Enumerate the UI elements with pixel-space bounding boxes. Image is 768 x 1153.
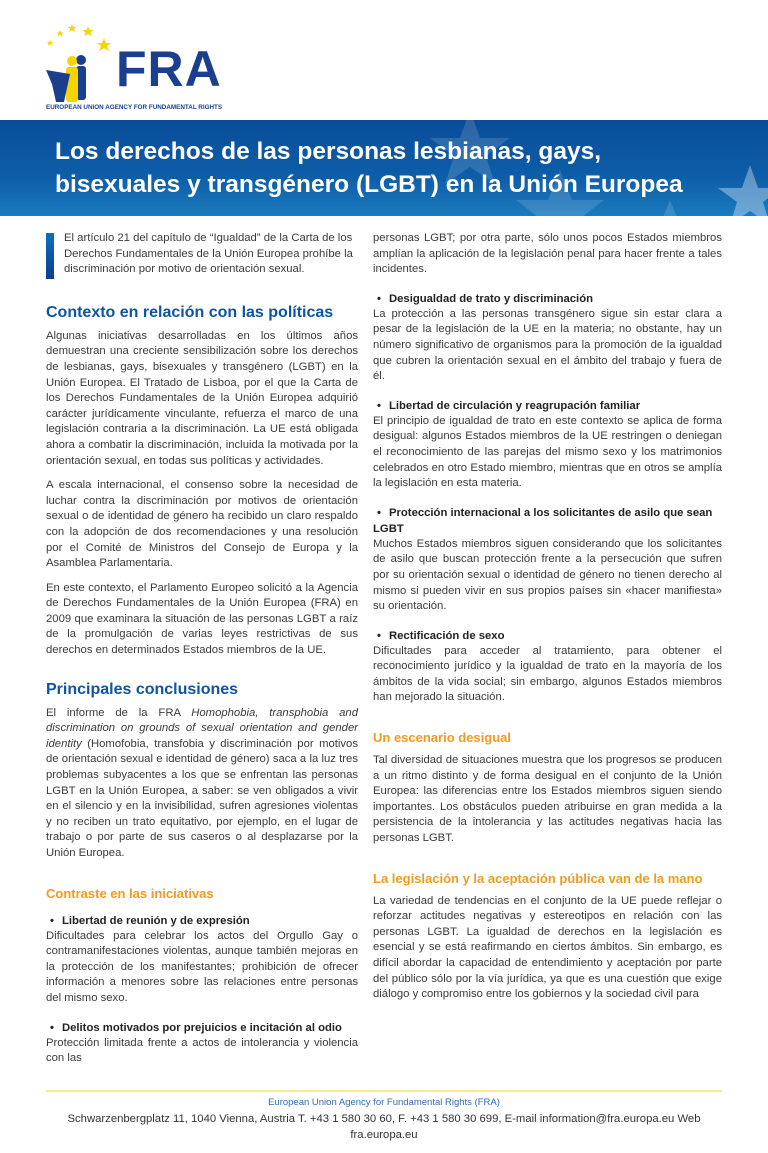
heading-legislacion: La legislación y la aceptación pública van de la mano xyxy=(373,870,703,886)
intro-text: El artículo 21 del capítulo de “Igualdad” de la Carta de los Derechos Fundamentales de la Unión Europea prohíbe la discriminación por motivo de orientación sexual. xyxy=(64,232,353,276)
footer-address: Schwarzenbergplatz 11, 1040 Vienna, Austria T. +43 1 580 30 60, F. +43 1 580 30 699, E-mail information@fra.europa.eu Web fra.europa.eu xyxy=(67,1112,701,1141)
paragraph: Dificultades para celebrar los actos del Orgullo Gay o contramanifestaciones violentas, aunque también mejoras en la protección de los manifestantes; prohibición de ofrecer información a menores sobre las relaciones entre personas del mismo sexo. xyxy=(46,929,358,1004)
footer xyxy=(46,1090,722,1143)
text-run: (Homofobia, transfobia y discriminación por motivos de orientación sexual e identidad de género) saca a la luz tres problemas subyacentes a los que se enfrentan las personas LGBT en la Unión Europea, a saber: se ven obligados a vivir en el silencio y en la invisibilidad, sufren agresiones violentas y no reciben un trato equitativo, por ejemplo, en el lugar de trabajo o por parte de sus caseros o al desplazarse por la Unión Europea. xyxy=(46,737,358,859)
paragraph: personas LGBT; por otra parte, sólo unos pocos Estados miembros amplían la aplicación de la legislación penal para hacer frente a tales incidentes. xyxy=(373,232,722,276)
title-line: bisexuales y transgénero (LGBT) en la Unión Europea xyxy=(55,171,683,198)
page-header xyxy=(0,0,768,120)
paragraph: Tal diversidad de situaciones muestra que los progresos se producen a un ritmo distinto y de forma desigual en el conjunto de la Unión Europea: las diferencias entre los Estados miembros siguen siendo importantes. Los obstáculos pueden atribuirse en gran medida a la persistencia de la intolerancia y las actitudes negativas hacia las personas LGBT. xyxy=(373,754,722,845)
title-banner xyxy=(0,120,768,216)
bullet-heading: • Rectificación de sexo xyxy=(373,628,722,644)
paragraph xyxy=(46,706,358,862)
footer-agency: European Union Agency for Fundamental Rights (FRA) xyxy=(268,1096,500,1108)
text-run: El informe de la FRA xyxy=(46,706,192,719)
bullet-heading: • Desigualdad de trato y discriminación xyxy=(373,291,722,307)
paragraph: Dificultades para acceder al tratamiento, para obtener el reconocimiento jurídico y la igualdad de trato en la mayoría de los ámbitos de la vida social; sin embargo, algunos Estados miembros han mejorado la situación. xyxy=(373,644,722,704)
left-column xyxy=(46,231,358,1076)
paragraph: El principio de igualdad de trato en este contexto se aplica de forma desigual: algunos Estados miembros de la UE restringen o deniegan el reconocimiento de las parejas del mismo sexo y los matrimonios celebrados en otro Estado miembro, mientras que en otros se amplía la legislación en esta materia. xyxy=(373,414,722,490)
page-title xyxy=(55,135,683,201)
callout-bar xyxy=(46,233,54,279)
bullet-heading: • Delitos motivados por prejuicios e incitación al odio xyxy=(46,1020,358,1036)
paragraph: Muchos Estados miembros siguen considerando que los solicitantes de asilo que buscan protección frente a la persecución que sufren por su orientación sexual o identidad de género no tienen derecho al mismo si pueden vivir en sus propios países sin «hacer manifiesta» su orientación. xyxy=(373,537,722,613)
bullet-heading: • Libertad de circulación y reagrupación familiar xyxy=(373,398,722,414)
report-title: Homophobia, transphobia and discrimination on grounds of sexual orientation and gender identity xyxy=(46,706,358,750)
paragraph: A escala internacional, el consenso sobre la necesidad de luchar contra la discriminación por motivos de orientación sexual o de identidad de género ha recibido un claro respaldo con la adopción de dos recomendaciones y una resolución por el Comité de Ministros del Consejo de Europa y la Asamblea Parlamentaria. xyxy=(46,479,358,570)
bullet-heading: • Libertad de reunión y de expresión xyxy=(46,913,358,929)
bullet-heading: • Protección internacional a los solicitantes de asilo que sean LGBT xyxy=(373,505,722,537)
intro-callout xyxy=(46,231,358,287)
paragraph: En este contexto, el Parlamento Europeo solicitó a la Agencia de Derechos Fundamentales de la Unión Europea (FRA) en 2009 que examinara la situación de las personas LGBT a raíz de la promulgación de varias leyes restrictivas de sus derechos en determinados Estados miembros de la UE. xyxy=(46,581,358,657)
paragraph: Algunas iniciativas desarrolladas en los últimos años demuestran una creciente sensibilización sobre los derechos de lesbianas, gays, bisexuales y transgénero (LGBT) en la Unión Europea. El Tratado de Lisboa, por el que la Carta de los Derechos Fundamentales de la Unión Europea adquirió carácter jurídicamente vinculante, refuerza el marco de una legislación contraria a la discriminación. La UE está obligada ahora a combatir la discriminación, incluida la motivada por la orientación sexual, en todas sus políticas y actividades. xyxy=(46,329,358,467)
heading-conclusiones: Principales conclusiones xyxy=(46,680,239,698)
paragraph: La variedad de tendencias en el conjunto de la UE puede reflejar o reforzar actitudes negativas y estereotipos en relación con las personas LGBT. La igualdad de derechos en la legislación es esencial y se está reafirmando en ciertos ámbitos. Sin embargo, es difícil abordar la capacidad de entendimiento y aceptación por parte del público sólo por la vía jurídica, ya que es una cuestión que exige diálogo y compromiso entre los gobiernos y la sociedad civil para xyxy=(373,894,722,1001)
logo-wordmark: FRA xyxy=(116,41,222,97)
heading-contraste: Contraste en las iniciativas xyxy=(46,885,214,901)
paragraph: La protección a las personas transgénero sigue sin estar clara a pesar de la legislación de la UE en la materia; no obstante, hay un número significativo de organismos para la promoción de la igualdad que cubren la orientación sexual en el ámbito del trabajo y fuera de él. xyxy=(373,307,722,383)
heading-contexto: Contexto en relación con las políticas xyxy=(46,303,334,321)
fra-logo xyxy=(44,18,244,111)
right-column xyxy=(373,231,722,1076)
heading-escenario: Un escenario desigual xyxy=(373,730,511,746)
title-line: Los derechos de las personas lesbianas, gays, xyxy=(55,138,602,165)
content-columns xyxy=(0,216,768,1076)
paragraph: Protección limitada frente a actos de intolerancia y violencia con las xyxy=(46,1036,358,1065)
logo-tagline: EUROPEAN UNION AGENCY FOR FUNDAMENTAL RIGHTS xyxy=(46,104,223,111)
logo-figures-icon xyxy=(44,18,116,108)
